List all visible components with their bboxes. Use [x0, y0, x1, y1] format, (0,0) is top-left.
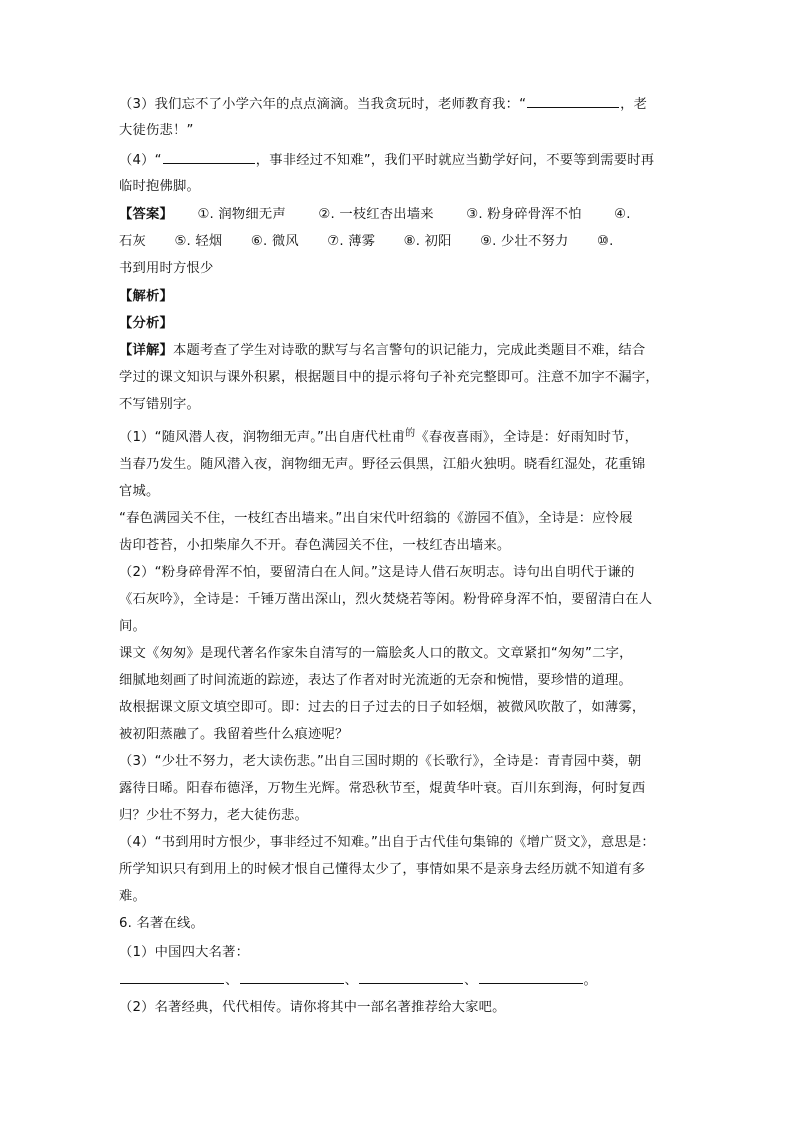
fenxi-label: 【分析】 [119, 316, 173, 331]
p1-text-b: 《春夜喜雨》，全诗是：好雨知时节， [415, 430, 639, 445]
answer-item: ⑥. 微风 [250, 234, 299, 249]
q3-line1-suffix: ，老 [620, 97, 648, 112]
detail-text: 本题考查了学生对诗歌的默写与名言警句的识记能力，完成此类题目不难，结合 [173, 343, 646, 358]
p6-line2: 所学知识只有到用上的时候才恨自己懂得太少了，事情如果不是亲身去经历就不知道有多 [119, 862, 646, 877]
answer-item: ③. 粉身碎骨浑不怕 [466, 207, 582, 222]
answer-item: ⑤. 轻烟 [174, 234, 223, 249]
p3-line1: （2）“粉身碎骨浑不怕，要留清白在人间。”这是诗人借石灰明志。诗句出自明代于谦的 [119, 565, 635, 580]
detail-line2: 学过的课文知识与课外积累，根据题目中的提示将句子补充完整即可。注意不加字不漏字， [119, 370, 659, 385]
detail-label: 【详解】 [119, 343, 173, 358]
q6-blank-1[interactable] [120, 971, 224, 984]
answer-item: ②. 一枝红杏出墙来 [318, 207, 434, 222]
q4-line2: 临时抱佛脚。 [119, 179, 200, 194]
q6-title: 6. 名著在线。 [119, 916, 204, 931]
q3-line2: 大徒伤悲！” [119, 123, 194, 138]
answer-item: ⑦. 薄雾 [327, 234, 376, 249]
p1-line1 [119, 429, 638, 448]
p5-line3: 归？少壮不努力，老大徒伤悲。 [119, 808, 308, 823]
answer-item: ④. [614, 207, 631, 222]
p2-line2: 齿印苍苔，小扣柴扉久不开。春色满园关不住，一枝红杏出墙来。 [119, 538, 511, 553]
p6-line3: 难。 [119, 889, 146, 904]
q4-line1-suffix: ，事非经过不知难”，我们平时就应当勤学好问，不要等到需要时再 [255, 153, 655, 168]
p6-line1: （4）“书到用时方恨少，事非经过不知难。”出自于古代佳句集锦的《增广贤文》，意思是： [119, 835, 655, 850]
q6-sub1: （1）中国四大名著： [119, 945, 250, 960]
end-mark: 。 [583, 973, 597, 988]
p1-line2: 当春乃发生。随风潜入夜，润物细无声。野径云俱黑，江船火独明。晓看红湿处，花重锦 [119, 457, 646, 472]
answer-item: ⑩. [596, 234, 614, 249]
q3-blank[interactable] [527, 95, 619, 108]
answer-line2 [119, 233, 614, 251]
p4-line1: 课文《匆匆》是现代著名作家朱自清写的一篇脍炙人口的散文。文章紧扣“匆匆”二字， [119, 646, 633, 661]
q4-line1 [119, 151, 654, 170]
answer-item: ①. 润物细无声 [197, 207, 286, 222]
p1-sup: 的 [405, 428, 416, 439]
answer-item: ⑨. 少壮不努力 [480, 234, 569, 249]
q6-blank-3[interactable] [359, 971, 463, 984]
answer-item: ⑧. 初阳 [403, 234, 452, 249]
p1-text-a: （1）“随风潜人夜，润物细无声。”出自唐代杜甫 [119, 430, 406, 445]
q3-line1-prefix: （3）我们忘不了小学六年的点点滴滴。当我贪玩时，老师教育我：“ [119, 97, 527, 112]
q6-blank-4[interactable] [479, 971, 583, 984]
p1-line3: 官城。 [119, 484, 160, 499]
p4-line3: 故根据课文原文填空即可。即：过去的日子过去的日子如轻烟，被微风吹散了，如薄雾， [119, 700, 646, 715]
detail-line1 [119, 342, 645, 360]
detail-line3: 不写错别字。 [119, 397, 200, 412]
p4-line4: 被初阳蒸融了。我留着些什么痕迹呢？ [119, 727, 349, 742]
q6-sub2: （2）名著经典，代代相传。请你将其中一部名著推荐给大家吧。 [119, 1000, 506, 1015]
q3-line1 [119, 95, 647, 114]
separator: 、 [464, 973, 478, 988]
p5-line2: 露待日晞。阳春布德泽，万物生光辉。常恐秋节至，焜黄华叶衰。百川东到海，何时复西 [119, 781, 646, 796]
p4-line2: 细腻地刻画了时间流逝的踪迹，表达了作者对时光流逝的无奈和惋惜，要珍惜的道理。 [119, 673, 632, 688]
p3-line3: 间。 [119, 619, 146, 634]
q4-blank[interactable] [163, 151, 255, 164]
p2-line1: “春色满园关不住，一枝红杏出墙来。”出自宋代叶绍翁的《游园不值》，全诗是：应怜屐 [119, 511, 633, 526]
q6-blanks-line [119, 971, 597, 990]
jiexi-label: 【解析】 [119, 289, 173, 304]
answer-line3: 书到用时方恨少 [119, 261, 214, 276]
q4-line1-prefix: （4）“ [119, 153, 162, 168]
answer-line1 [119, 206, 631, 224]
p5-line1: （3）“少壮不努力，老大读伤悲。”出自三国时期的《长歌行》，全诗是：青青园中葵，朝 [119, 754, 642, 769]
q6-blank-2[interactable] [240, 971, 344, 984]
separator: 、 [225, 973, 239, 988]
answer-item: 石灰 [119, 234, 146, 249]
answer-label: 【答案】 [119, 207, 173, 222]
p3-line2: 《石灰吟》，全诗是：千锤万凿出深山，烈火焚烧若等闲。粉骨碎身浑不怕，要留清白在人 [119, 592, 653, 607]
separator: 、 [344, 973, 358, 988]
